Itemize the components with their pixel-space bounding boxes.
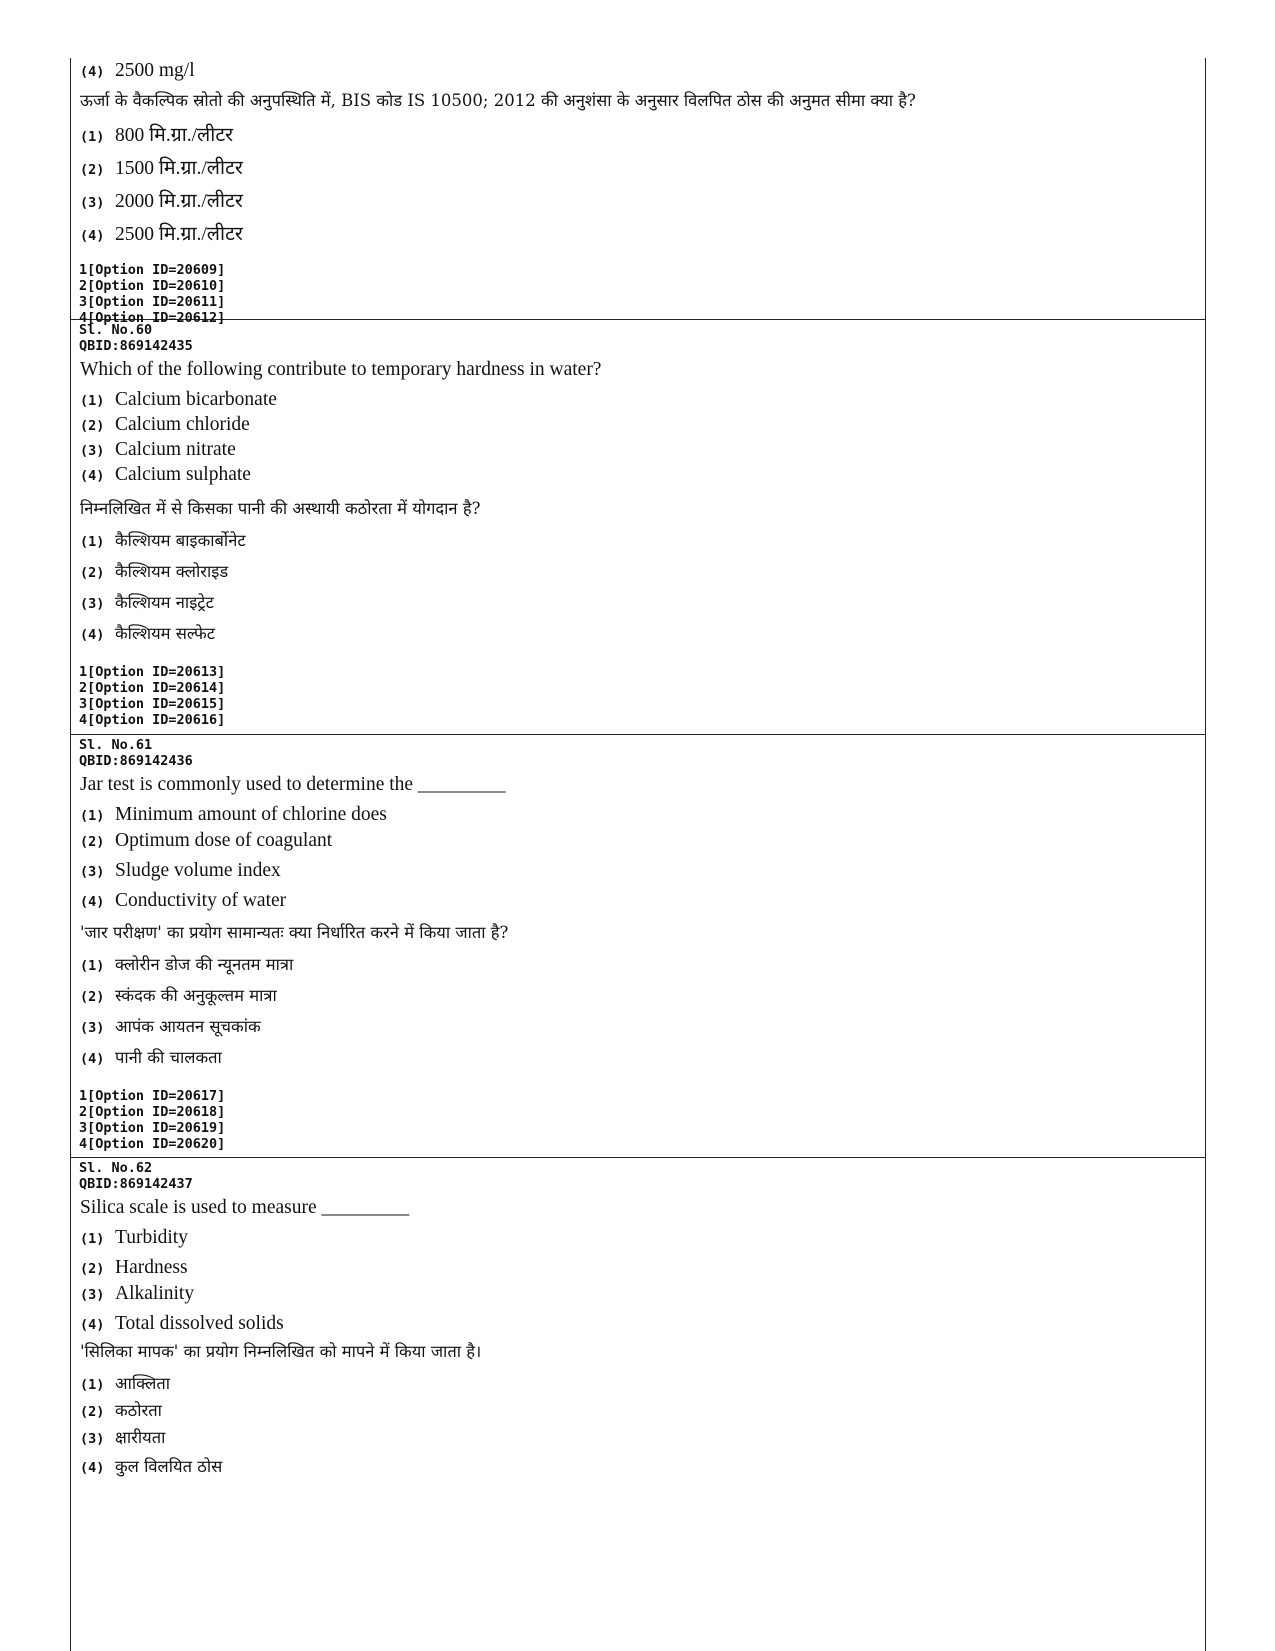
option-text: कुल विलयित ठोस [115,1457,223,1476]
option-text: Hardness [115,1257,188,1278]
option-ids [79,664,1197,728]
option-text: 2500 मि.ग्रा./लीटर [115,224,243,245]
option-row [79,1425,1197,1448]
option-number: (3) [80,1431,105,1447]
option-id: 2[Option ID=20610] [79,278,226,294]
option-row [79,1283,1197,1305]
option-id: 4[Option ID=20620] [79,1136,226,1152]
option-number: (1) [80,1231,105,1247]
option-row [79,464,1197,486]
option-row [79,528,1197,551]
option-number: (1) [80,958,105,974]
option-row [79,120,1197,147]
option-id: 3[Option ID=20615] [79,696,226,712]
option-text: कैल्शियम सल्फेट [115,624,216,643]
option-text: Minimum amount of chlorine does [115,804,387,825]
option-row [79,621,1197,644]
serial-number: Sl. No.62 [79,1160,153,1176]
option-row [79,1227,1197,1249]
option-id: 1[Option ID=20617] [79,1088,226,1104]
option-ids [79,262,1197,326]
option-id: 3[Option ID=20619] [79,1120,226,1136]
qbid: QBID:869142436 [79,753,193,769]
option-text: Turbidity [115,1227,188,1248]
option-number: (4) [80,1317,105,1333]
option-row [79,1398,1197,1421]
question-text-hindi: 'सिलिका मापक' का प्रयोग निम्नलिखित को मापने में किया जाता है। [80,1342,482,1361]
option-text: 2000 मि.ग्रा./लीटर [115,191,243,212]
option-number: (2) [80,162,105,178]
option-number: (3) [80,596,105,612]
option-row [79,1014,1197,1037]
option-row [79,830,1197,852]
option-text: 800 मि.ग्रा./लीटर [115,125,234,146]
option-id: 4[Option ID=20616] [79,712,226,728]
option-id: 1[Option ID=20609] [79,262,226,278]
option-number: (3) [80,1287,105,1303]
option-number: (1) [80,1377,105,1393]
option-row [79,414,1197,436]
option-text: 1500 मि.ग्रा./लीटर [115,158,243,179]
option-number: (2) [80,989,105,1005]
option-number: (3) [80,1020,105,1036]
option-number: (2) [80,1404,105,1420]
option-number: (1) [80,808,105,824]
option-number: (2) [80,418,105,434]
option-text: Conductivity of water [115,890,287,911]
option-text: Calcium bicarbonate [115,389,277,410]
qbid: QBID:869142437 [79,1176,193,1192]
option-text: Alkalinity [115,1283,195,1304]
option-row [79,1454,1197,1477]
option-row [79,804,1197,826]
option-text: Sludge volume index [115,860,281,881]
option-row [79,186,1197,213]
option-text: आक्लिता [115,1374,170,1393]
question-text-hindi: निम्नलिखित में से किसका पानी की अस्थायी कठोरता में योगदान है? [80,499,481,518]
option-text: कैल्शियम नाइट्रेट [115,593,214,612]
option-row [79,1313,1197,1335]
question-paper [70,58,1206,1651]
option-number: (4) [80,627,105,643]
option-row [79,559,1197,582]
option-text: Calcium chloride [115,414,250,435]
option-id: 3[Option ID=20611] [79,294,226,310]
option-number: (4) [80,468,105,484]
option-text: Calcium nitrate [115,439,236,460]
option-number: (1) [80,129,105,145]
option-row [79,952,1197,975]
option-text: पानी की चालकता [115,1048,222,1067]
option-text: Total dissolved solids [115,1313,284,1334]
option-id: 1[Option ID=20613] [79,664,226,680]
option-text: स्कंदक की अनुकूल्तम मात्रा [115,986,277,1005]
option-number: (1) [80,534,105,550]
question-block-62 [71,1158,1205,1481]
option-text: क्लोरीन डोज की न्यूनतम मात्रा [115,955,294,974]
question-text-english: Which of the following contribute to temporary hardness in water? [80,359,602,380]
question-block-61 [71,735,1205,1158]
option-number: (2) [80,834,105,850]
option-row [79,439,1197,461]
option-text: आपंक आयतन सूचकांक [115,1017,261,1036]
option-row [79,1371,1197,1394]
question-text-hindi: ऊर्जा के वैकल्पिक स्रोतो की अनुपस्थिति में, BIS कोड IS 10500; 2012 की अनुशंसा के अनुसार विलपित ठोस की अनुमत सीमा क्या है? [80,91,916,110]
option-number: (4) [80,64,105,80]
option-text: कठोरता [115,1401,162,1420]
option-text: Calcium sulphate [115,464,251,485]
option-number: (4) [80,228,105,244]
question-block-60 [71,320,1205,735]
option-number: (4) [80,894,105,910]
option-text: कैल्शियम क्लोराइड [115,562,229,581]
option-number: (4) [80,1051,105,1067]
option-row [79,219,1197,246]
question-block-59 [71,58,1205,326]
option-row [79,860,1197,882]
option-text: कैल्शियम बाइकार्बोनेट [115,531,246,550]
option-number: (2) [80,565,105,581]
option-number: (3) [80,443,105,459]
option-number: (4) [80,1460,105,1476]
option-text: Optimum dose of coagulant [115,830,333,851]
option-row [79,983,1197,1006]
qbid: QBID:869142435 [79,338,193,354]
option-row [79,1257,1197,1279]
option-id: 2[Option ID=20618] [79,1104,226,1120]
option-text: क्षारीयता [115,1428,166,1447]
serial-number: Sl. No.60 [79,322,153,338]
option-row [79,389,1197,411]
option-id: 4[Option ID=20612] [79,310,226,326]
option-text: 2500 mg/l [115,60,195,81]
question-text-english: Silica scale is used to measure _________ [80,1197,410,1218]
option-row [79,60,1197,82]
option-number: (1) [80,393,105,409]
option-number: (3) [80,864,105,880]
option-row [79,1045,1197,1068]
option-id: 2[Option ID=20614] [79,680,226,696]
option-row [79,153,1197,180]
question-text-english: Jar test is commonly used to determine the _________ [80,774,506,795]
option-row [79,590,1197,613]
option-number: (2) [80,1261,105,1277]
option-ids [79,1088,1197,1152]
option-row [79,890,1197,912]
question-text-hindi: 'जार परीक्षण' का प्रयोग सामान्यतः क्या निर्धारित करने में किया जाता है? [80,923,509,942]
serial-number: Sl. No.61 [79,737,153,753]
option-number: (3) [80,195,105,211]
